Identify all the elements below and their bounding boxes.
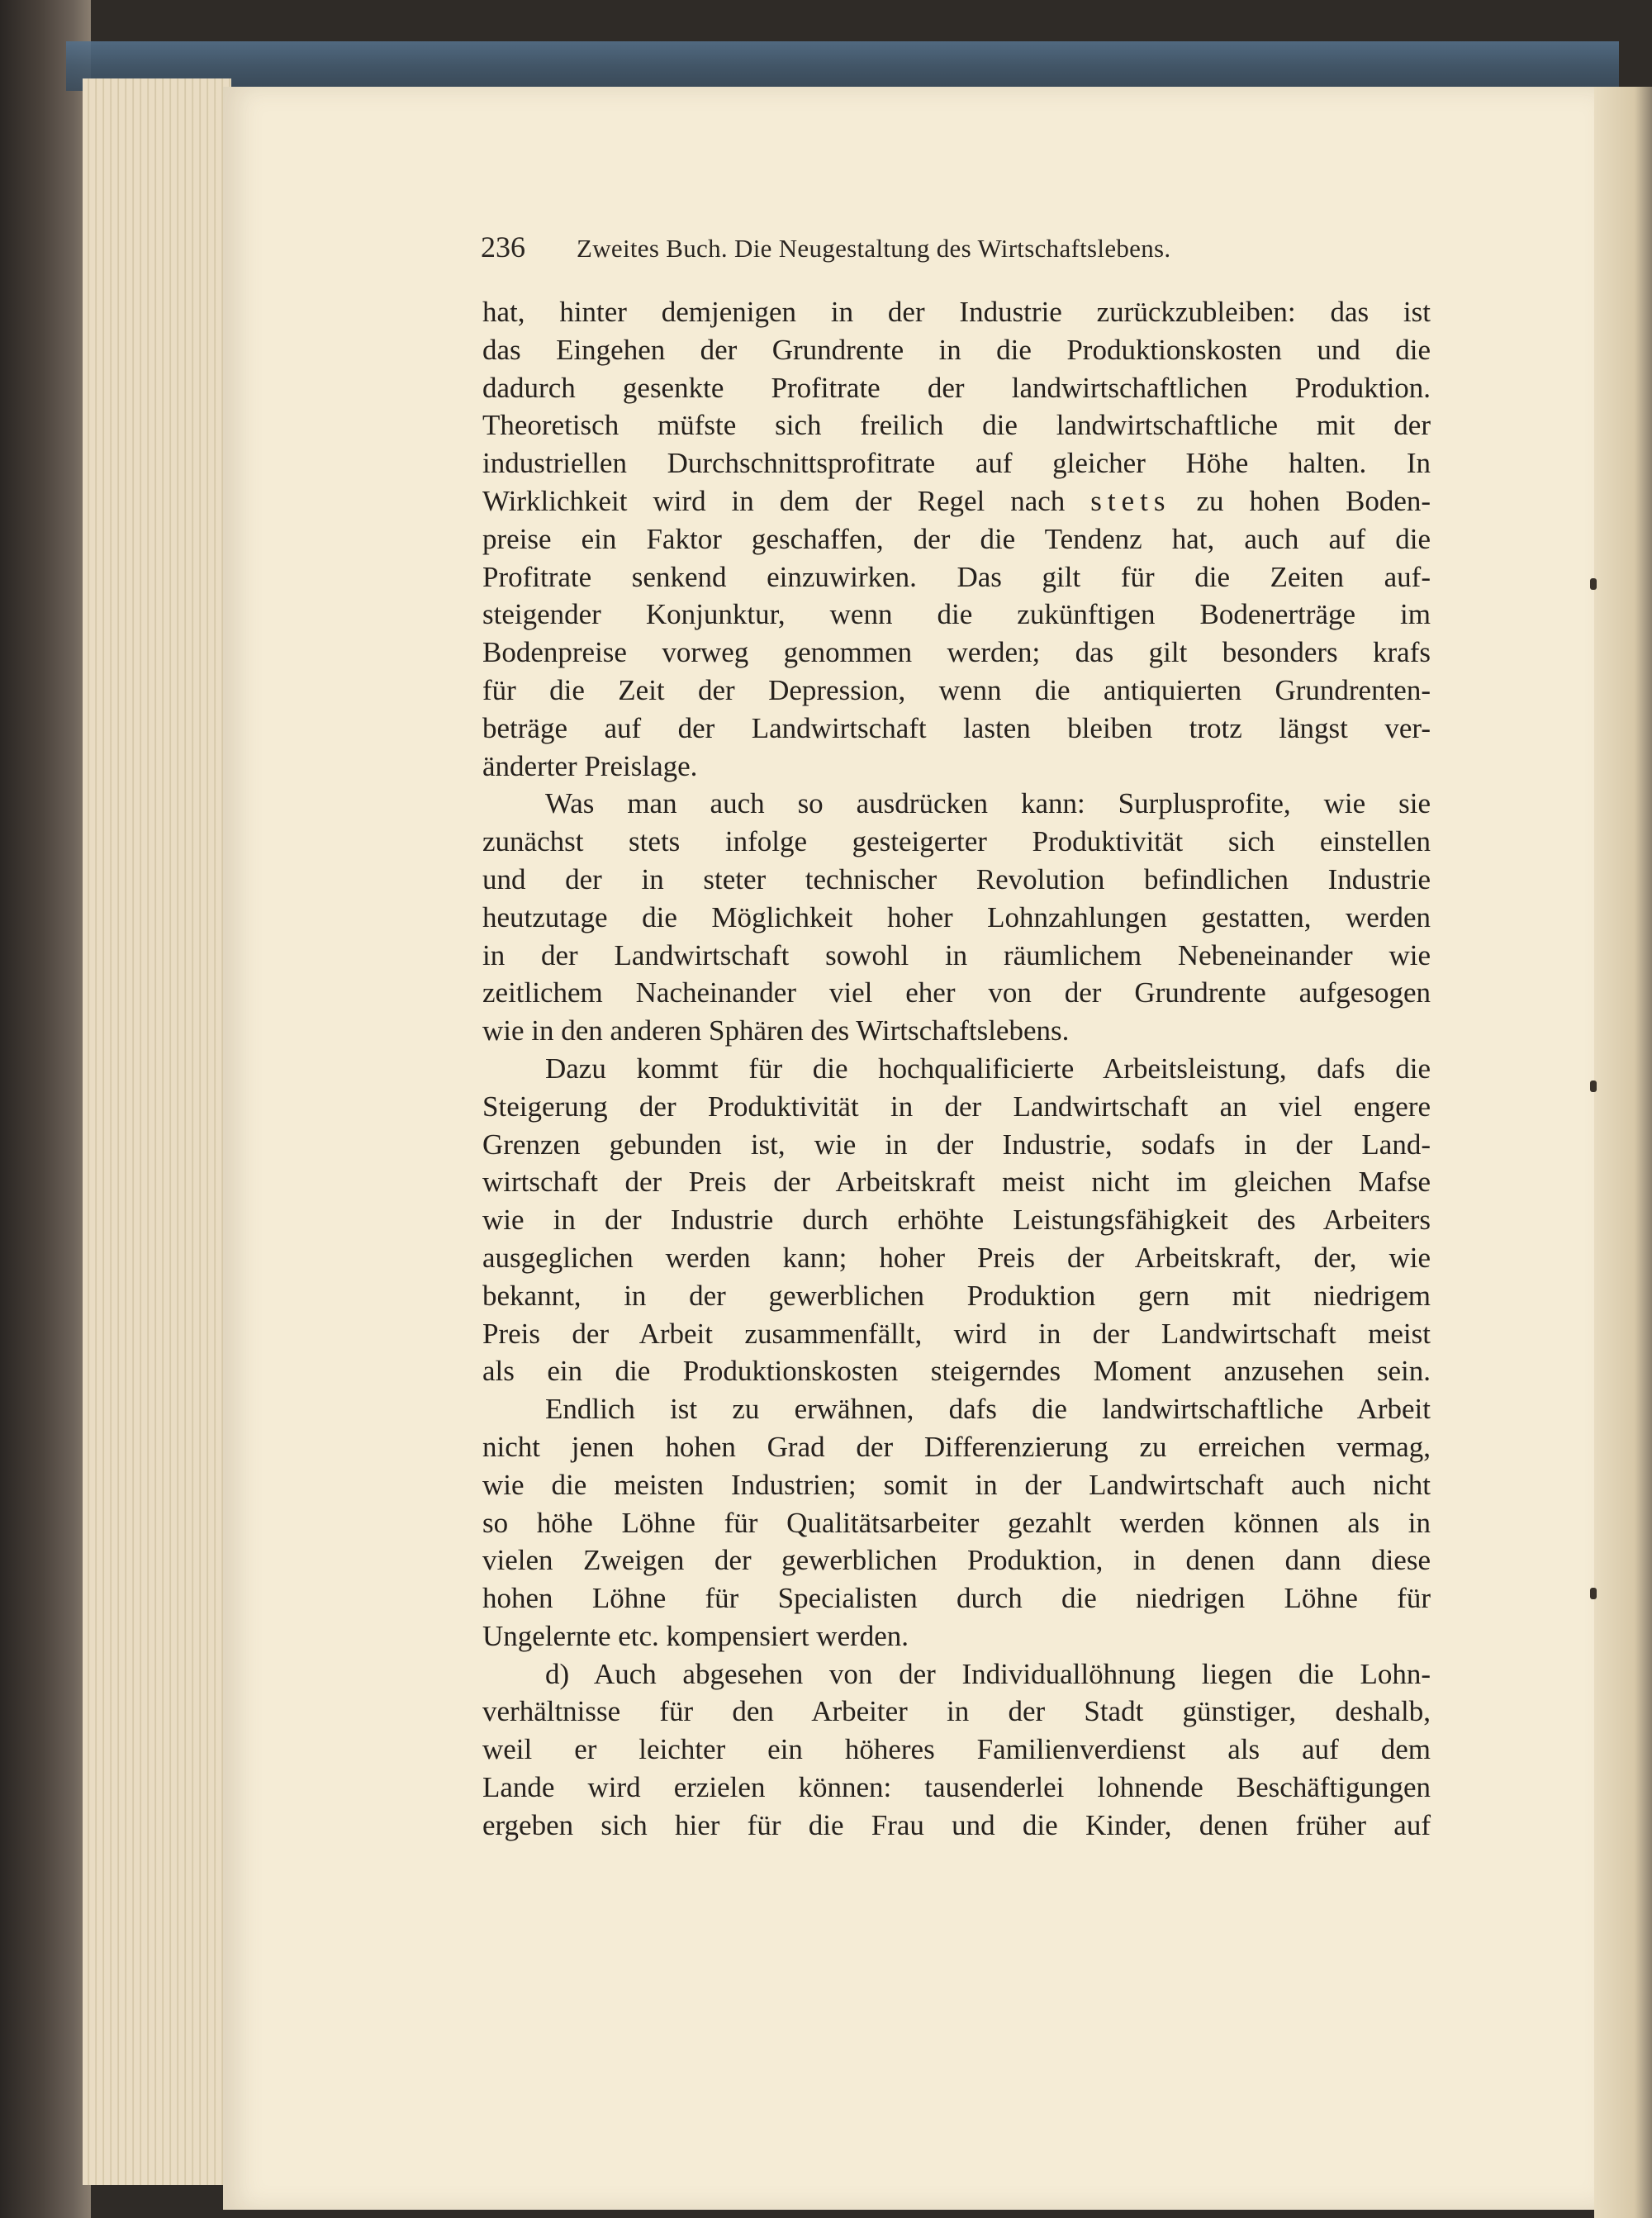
page-number: 236 <box>481 230 525 264</box>
text-line: Grenzen gebunden ist, wie in der Industrie, sodafs in der Land- <box>482 1128 1431 1161</box>
text-line: bekannt, in der gewerblichen Produktion gern mit niedrigem <box>482 1279 1431 1312</box>
text-segment: Wirklichkeit wird in dem der Regel nach <box>482 484 1066 517</box>
text-segment: zu hohen Boden- <box>1196 484 1431 517</box>
text-line: als ein die Produktionskosten steigerndes Moment anzusehen sein. <box>482 1355 1431 1388</box>
text-line: wirtschaft der Preis der Arbeitskraft meist nicht im gleichen Mafse <box>482 1166 1431 1199</box>
text-line: heutzutage die Möglichkeit hoher Lohnzahlungen gestatten, werden <box>482 900 1431 933</box>
text-line: Profitrate senkend einzuwirken. Das gilt für die Zeiten auf- <box>482 560 1431 593</box>
text-line: Theoretisch müfste sich freilich die landwirtschaftliche mit der <box>482 409 1431 442</box>
text-line: dadurch gesenkte Profitrate der landwirtschaftlichen Produktion. <box>482 371 1431 404</box>
text-line: Preis der Arbeit zusammenfällt, wird in der Landwirtschaft meist <box>482 1317 1431 1350</box>
text-line: steigender Konjunktur, wenn die zukünftigen Bodenerträge im <box>482 598 1431 631</box>
text-line: vielen Zweigen der gewerblichen Produktion, in denen dann diese <box>482 1544 1431 1577</box>
text-line: Lande wird erzielen können: tausenderlei lohnende Beschäftigungen <box>482 1771 1431 1804</box>
text-line: für die Zeit der Depression, wenn die antiquierten Grundrenten- <box>482 673 1431 706</box>
text-line: wie in der Industrie durch erhöhte Leistungsfähigkeit des Arbeiters <box>482 1204 1431 1237</box>
emphasized-word: stets <box>1090 484 1171 517</box>
page-header <box>481 230 1307 271</box>
running-head: Zweites Buch. Die Neugestaltung des Wirtschaftslebens. <box>577 234 1171 263</box>
text-line: zeitlichem Nacheinander viel eher von der Grundrente aufgesogen <box>482 976 1431 1009</box>
text-line: Endlich ist zu erwähnen, dafs die landwirtschaftliche Arbeit <box>545 1393 1431 1426</box>
text-line: nicht jenen hohen Grad der Differenzierung zu erreichen vermag, <box>482 1430 1431 1463</box>
text-line: d) Auch abgesehen von der Individuallöhnung liegen die Lohn- <box>545 1657 1431 1690</box>
page-edges <box>83 78 231 2185</box>
text-line: das Eingehen der Grundrente in die Produktionskosten und die <box>482 333 1431 366</box>
margin-mark <box>1590 1588 1597 1599</box>
margin-mark <box>1590 1081 1597 1092</box>
text-line: zunächst stets infolge gesteigerter Produktivität sich einstellen <box>482 825 1431 858</box>
text-line: hohen Löhne für Specialisten durch die niedrigen Löhne für <box>482 1582 1431 1615</box>
text-line: verhältnisse für den Arbeiter in der Stadt günstiger, deshalb, <box>482 1695 1431 1728</box>
text-line: hat, hinter demjenigen in der Industrie zurückzubleiben: das ist <box>482 296 1431 328</box>
text-line: Dazu kommt für die hochqualificierte Arbeitsleistung, dafs die <box>545 1052 1431 1085</box>
text-line <box>482 482 1431 520</box>
text-line: Ungelernte etc. kompensiert werden. <box>482 1619 909 1652</box>
page-right-edge <box>1594 87 1652 2218</box>
text-line: ausgeglichen werden kann; hoher Preis der Arbeitskraft, der, wie <box>482 1241 1431 1274</box>
text-line: in der Landwirtschaft sowohl in räumlichem Nebeneinander wie <box>482 938 1431 971</box>
text-line: ergeben sich hier für die Frau und die Kinder, denen früher auf <box>482 1808 1431 1841</box>
text-line: industriellen Durchschnittsprofitrate auf gleicher Höhe halten. In <box>482 447 1431 480</box>
text-line: so höhe Löhne für Qualitätsarbeiter gezahlt werden können als in <box>482 1506 1431 1539</box>
text-line: änderter Preislage. <box>482 749 698 782</box>
text-line: wie in den anderen Sphären des Wirtschaftslebens. <box>482 1014 1070 1047</box>
book-cover-left <box>0 0 91 2218</box>
text-line: wie die meisten Industrien; somit in der Landwirtschaft auch nicht <box>482 1468 1431 1501</box>
text-line: Was man auch so ausdrücken kann: Surplusprofite, wie sie <box>545 787 1431 820</box>
text-line: preise ein Faktor geschaffen, der die Tendenz hat, auch auf die <box>482 522 1431 555</box>
text-line: weil er leichter ein höheres Familienverdienst als auf dem <box>482 1733 1431 1766</box>
text-line: beträge auf der Landwirtschaft lasten bleiben trotz längst ver- <box>482 711 1431 744</box>
book-cover-top <box>66 41 1619 91</box>
text-line: Bodenpreise vorweg genommen werden; das gilt besonders krafs <box>482 636 1431 669</box>
text-line: und der in steter technischer Revolution befindlichen Industrie <box>482 862 1431 895</box>
body-text <box>482 293 1431 1845</box>
text-line: Steigerung der Produktivität in der Landwirtschaft an viel engere <box>482 1090 1431 1123</box>
margin-mark <box>1590 578 1597 590</box>
